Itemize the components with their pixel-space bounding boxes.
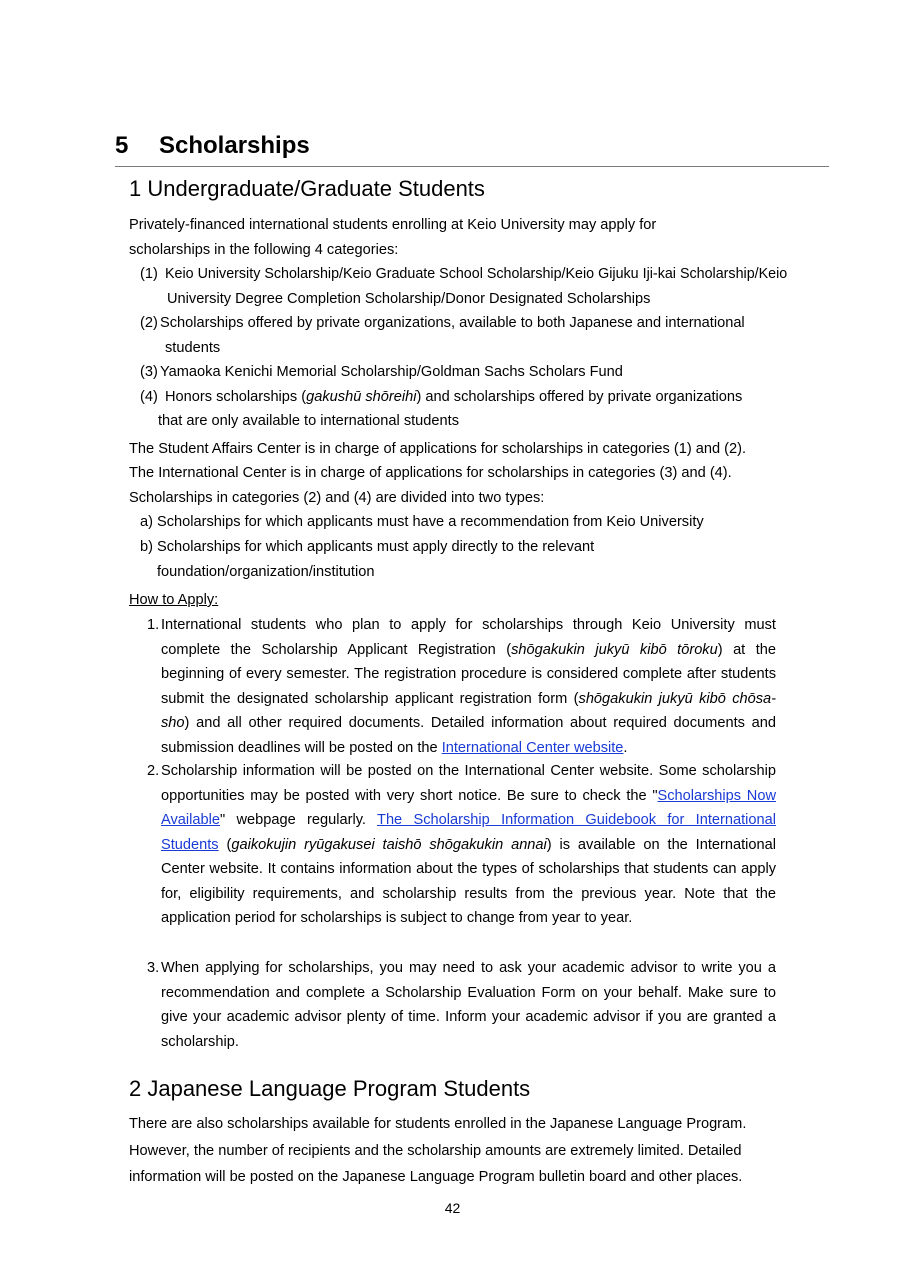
- category-1-label: (1): [140, 266, 158, 282]
- intro-line-1: Privately-financed international students enrolling at Keio University may apply for: [129, 217, 657, 233]
- type-a-label: a): [140, 514, 153, 530]
- category-3-label: (3): [140, 364, 158, 380]
- section2-heading: 2 Japanese Language Program Students: [129, 1076, 531, 1101]
- category-2-line1: Scholarships offered by private organizations, available to both Japanese and international: [160, 315, 745, 331]
- category-4-line2: that are only available to international students: [158, 413, 459, 429]
- category-1-line1: Keio University Scholarship/Keio Graduate School Scholarship/Keio Gijuku Iji-kai Scholarship/Keio: [165, 266, 788, 282]
- step-1-label: 1.: [147, 617, 160, 633]
- scholarships-now-available-link[interactable]: Scholarships Now Available: [161, 787, 776, 828]
- category-4-label: (4): [140, 389, 158, 405]
- step-1-text: International students who plan to apply for scholarships through Keio University must complete the Scholarship Applicant Registration (shōgakukin jukyū kibō tōroku) at the beginning of every semester. The registration procedure is considered complete after students submit the designated scholarship applicant registration form (shōgakukin jukyū kibō chōsa-sho) and all other required documents. Detailed information about required documents and submission deadlines will be posted on the International Center website.: [161, 617, 776, 756]
- how-to-apply-heading: How to Apply:: [129, 592, 219, 608]
- type-a-line1: Scholarships for which applicants must have a recommendation from Keio University: [157, 514, 704, 530]
- category-2-label: (2): [140, 315, 158, 331]
- category-3-line1: Yamaoka Kenichi Memorial Scholarship/Goldman Sachs Scholars Fund: [160, 364, 623, 380]
- charge-line-1: The Student Affairs Center is in charge of applications for scholarships in categories (1) and (2).: [129, 441, 747, 457]
- category-4-line1: Honors scholarships (gakushū shōreihi) and scholarships offered by private organizations: [165, 389, 743, 405]
- type-b-line2: foundation/organization/institution: [157, 564, 375, 580]
- step-3-label: 3.: [147, 960, 160, 976]
- type-b-line1: Scholarships for which applicants must apply directly to the relevant: [157, 539, 595, 555]
- section2-line-3: information will be posted on the Japanese Language Program bulletin board and other places.: [129, 1169, 743, 1185]
- chapter-title: Scholarships: [159, 132, 310, 159]
- intro-line-2: scholarships in the following 4 categories:: [129, 242, 399, 258]
- international-center-website-link[interactable]: International Center website: [441, 739, 624, 756]
- section2-line-2: However, the number of recipients and the scholarship amounts are extremely limited. Detailed: [129, 1143, 742, 1159]
- scholarship-guidebook-link[interactable]: The Scholarship Information Guidebook for International Students: [161, 812, 776, 853]
- step-2-text: Scholarship information will be posted on the International Center website. Some scholarship opportunities may be posted with very short notice. Be sure to check the "Scholarships Now Available" webpage regularly. The Scholarship Information Guidebook for International Students (gaikokujin ryūgakusei taishō shōgakukin annai) is available on the International Center website. It contains information about the types of scholarships that students can apply for, eligibility requirements, and scholarship results from the previous year. Note that the application period for scholarships is subject to change from year to year.: [161, 763, 776, 926]
- step-3-text: When applying for scholarships, you may need to ask your academic advisor to write you a recommendation and complete a Scholarship Evaluation Form on your behalf. Make sure to give your academic advisor plenty of time. Inform your academic advisor if you are granted a scholarship.: [161, 960, 776, 1050]
- section2-line-1: There are also scholarships available for students enrolled in the Japanese Language Program.: [129, 1116, 747, 1132]
- step-2-label: 2.: [147, 763, 160, 779]
- types-intro: Scholarships in categories (2) and (4) are divided into two types:: [129, 490, 545, 506]
- category-1-line2: University Degree Completion Scholarship/Donor Designated Scholarships: [167, 291, 651, 307]
- type-b-label: b): [140, 539, 153, 555]
- page-number: 42: [444, 1200, 461, 1216]
- charge-line-2: The International Center is in charge of applications for scholarships in categories (3) and (4).: [129, 465, 732, 481]
- section1-heading: 1 Undergraduate/Graduate Students: [129, 176, 485, 201]
- chapter-heading: [115, 132, 829, 167]
- chapter-number: 5: [115, 132, 129, 159]
- category-2-line2: students: [165, 340, 221, 356]
